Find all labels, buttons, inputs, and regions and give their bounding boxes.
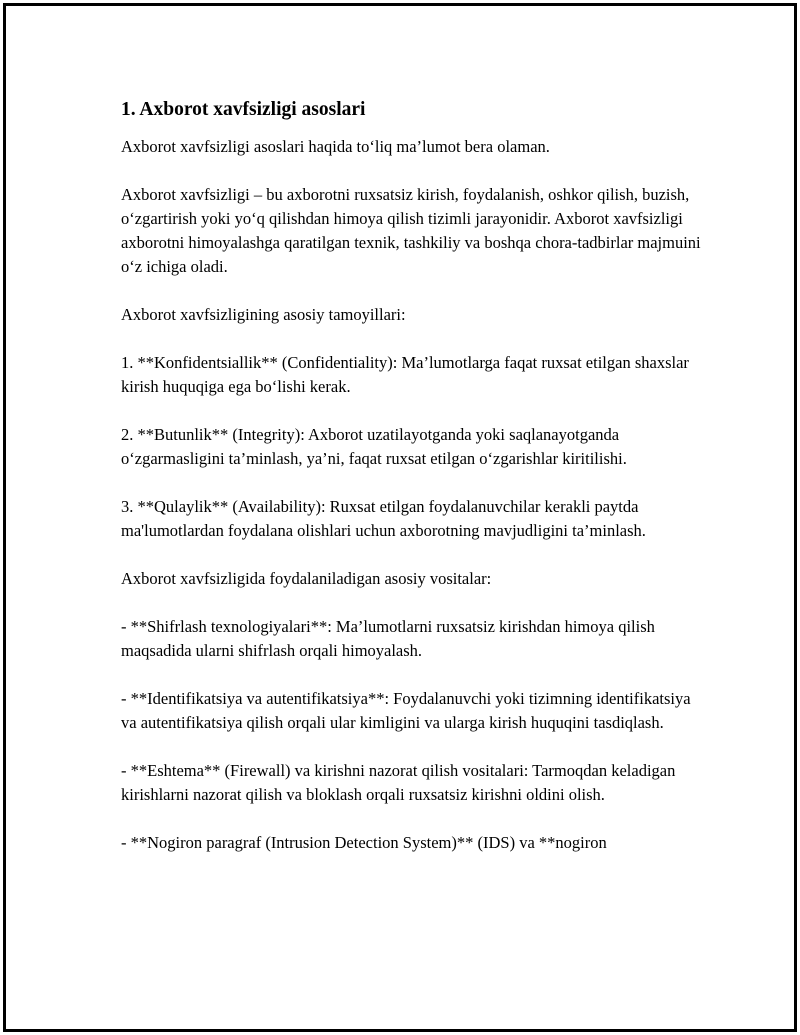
tool-encryption: - **Shifrlash texnologiyalari**: Ma’lumotlarni ruxsatsiz kirishdan himoya qilish maqsadida ularni shifrlash orqali himoyalash. [121, 617, 655, 660]
principle-integrity: 2. **Butunlik** (Integrity): Axborot uzatilayotganda yoki saqlanayotganda o‘zgarmasligini ta’minlash, ya’ni, faqat ruxsat etilgan o‘zgarishlar kiritilishi. [121, 425, 627, 468]
tool-firewall: - **Eshtema** (Firewall) va kirishni nazorat qilish vositalari: Tarmoqdan keladigan kirishlarni nazorat qilish va bloklash orqali ruxsatsiz kirishni oldini olish. [121, 761, 676, 804]
principle-confidentiality: 1. **Konfidentsiallik** (Confidentiality): Ma’lumotlarga faqat ruxsat etilgan shaxslar kirish huquqiga ega bo‘lishi kerak. [121, 353, 689, 396]
document-heading: 1. Axborot xavfsizligi asoslari [121, 99, 366, 120]
intro-paragraph: Axborot xavfsizligi asoslari haqida to‘liq ma’lumot bera olaman. [121, 137, 550, 156]
tool-ids: - **Nogiron paragraf (Intrusion Detection System)** (IDS) va **nogiron [121, 833, 607, 852]
document-body [121, 98, 706, 855]
page-frame [3, 3, 797, 1032]
tool-authentication: - **Identifikatsiya va autentifikatsiya**: Foydalanuvchi yoki tizimning identifikatsiya va autentifikatsiya qilish orqali ular kimligini va ularga kirish huquqini tasdiqlash. [121, 689, 691, 732]
principles-heading-paragraph: Axborot xavfsizligining asosiy tamoyillari: [121, 305, 406, 324]
principle-availability: 3. **Qulaylik** (Availability): Ruxsat etilgan foydalanuvchilar kerakli paytda ma'lumotlardan foydalana olishlari uchun axborotning mavjudligini ta’minlash. [121, 497, 646, 540]
tools-heading-paragraph: Axborot xavfsizligida foydalaniladigan asosiy vositalar: [121, 569, 492, 588]
definition-paragraph: Axborot xavfsizligi – bu axborotni ruxsatsiz kirish, foydalanish, oshkor qilish, buzish, o‘zgartirish yoki yo‘q qilishdan himoya qilish tizimli jarayonidir. Axborot xavfsizligi axborotni himoyalashga qaratilgan texnik, tashkiliy va boshqa chora-tadbirlar majmuini o‘z ichiga oladi. [121, 185, 701, 276]
